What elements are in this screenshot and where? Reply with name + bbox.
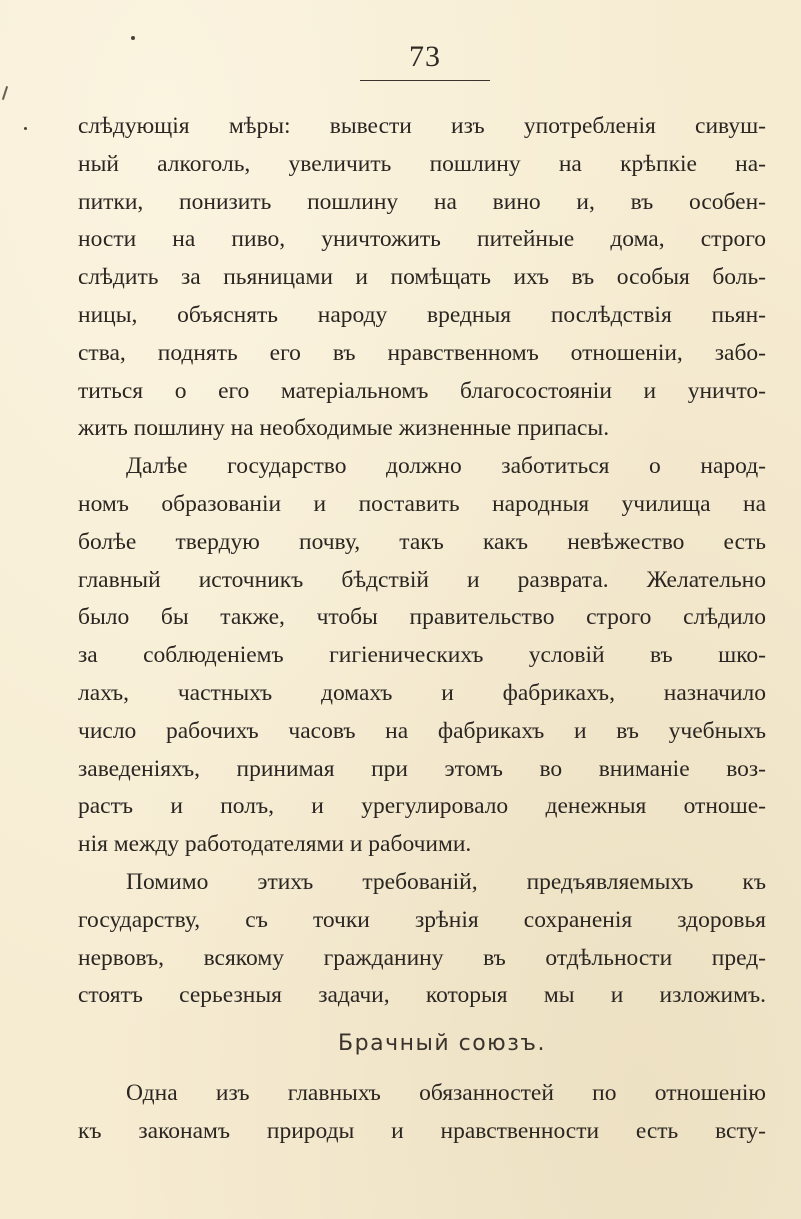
text-line: ный алкоголь, увеличить пошлину на крѣпкіе на-: [78, 150, 766, 177]
text-line: питки, понизить пошлину на вино и, въ особен-: [78, 188, 766, 215]
ink-speck: [131, 36, 135, 40]
paragraph: [78, 448, 766, 864]
paragraph: [78, 108, 766, 448]
text-line: заведеніяхъ, принимая при этомъ во вниманіе воз-: [78, 755, 766, 782]
text-line: Одна изъ главныхъ обязанностей по отношенію: [126, 1080, 766, 1107]
page-number-rule: [360, 80, 490, 81]
text-line: ства, поднять его въ нравственномъ отношеніи, забо-: [78, 339, 766, 366]
text-line: номъ образованіи и поставить народныя училища на: [78, 490, 766, 517]
body-text: [78, 108, 766, 1151]
text-line: къ законамъ природы и нравственности есть всту-: [78, 1117, 766, 1144]
text-line: слѣдить за пьяницами и помѣщать ихъ въ особыя боль-: [78, 264, 766, 291]
text-line: главный источникъ бѣдствій и разврата. Желательно: [78, 566, 766, 593]
text-line: нервовъ, всякому гражданину въ отдѣльности пред-: [78, 944, 766, 971]
ink-speck: [24, 127, 27, 130]
text-line: жить пошлину на необходимые жизненные припасы.: [78, 415, 610, 442]
text-line: Помимо этихъ требованій, предъявляемыхъ къ: [126, 868, 766, 895]
margin-mark: [2, 86, 8, 100]
text-line: число рабочихъ часовъ на фабрикахъ и въ учебныхъ: [78, 717, 766, 744]
text-line: государству, съ точки зрѣнія сохраненія здоровья: [78, 906, 766, 933]
text-line: за соблюденіемъ гигіеническихъ условій въ шко-: [78, 642, 766, 669]
section-heading: Брачный союзъ.: [338, 1031, 546, 1057]
page-number: 73: [409, 40, 441, 73]
text-line: слѣдующія мѣры: вывести изъ употребленія сивуш-: [78, 113, 766, 139]
text-line: ности на пиво, уничтожить питейные дома, строго: [78, 226, 766, 253]
text-line: Далѣе государство должно заботиться о народ-: [126, 453, 766, 480]
text-line: нія между работодателями и рабочими.: [78, 831, 472, 858]
text-line: было бы также, чтобы правительство строго слѣдило: [78, 604, 766, 631]
text-line: стоятъ серьезныя задачи, которыя мы и изложимъ.: [78, 982, 766, 1009]
text-line: растъ и полъ, и урегулировало денежныя отноше-: [78, 793, 766, 820]
text-line: лахъ, частныхъ домахъ и фабрикахъ, назначило: [78, 679, 766, 706]
text-line: титься о его матеріальномъ благосостояніи и уничто-: [78, 377, 766, 404]
paragraph: [78, 1075, 766, 1151]
text-line: болѣе твердую почву, такъ какъ невѣжество есть: [78, 528, 766, 555]
paragraph: [78, 864, 766, 1015]
text-line: ницы, объяснять народу вредныя послѣдствія пьян-: [78, 301, 766, 328]
